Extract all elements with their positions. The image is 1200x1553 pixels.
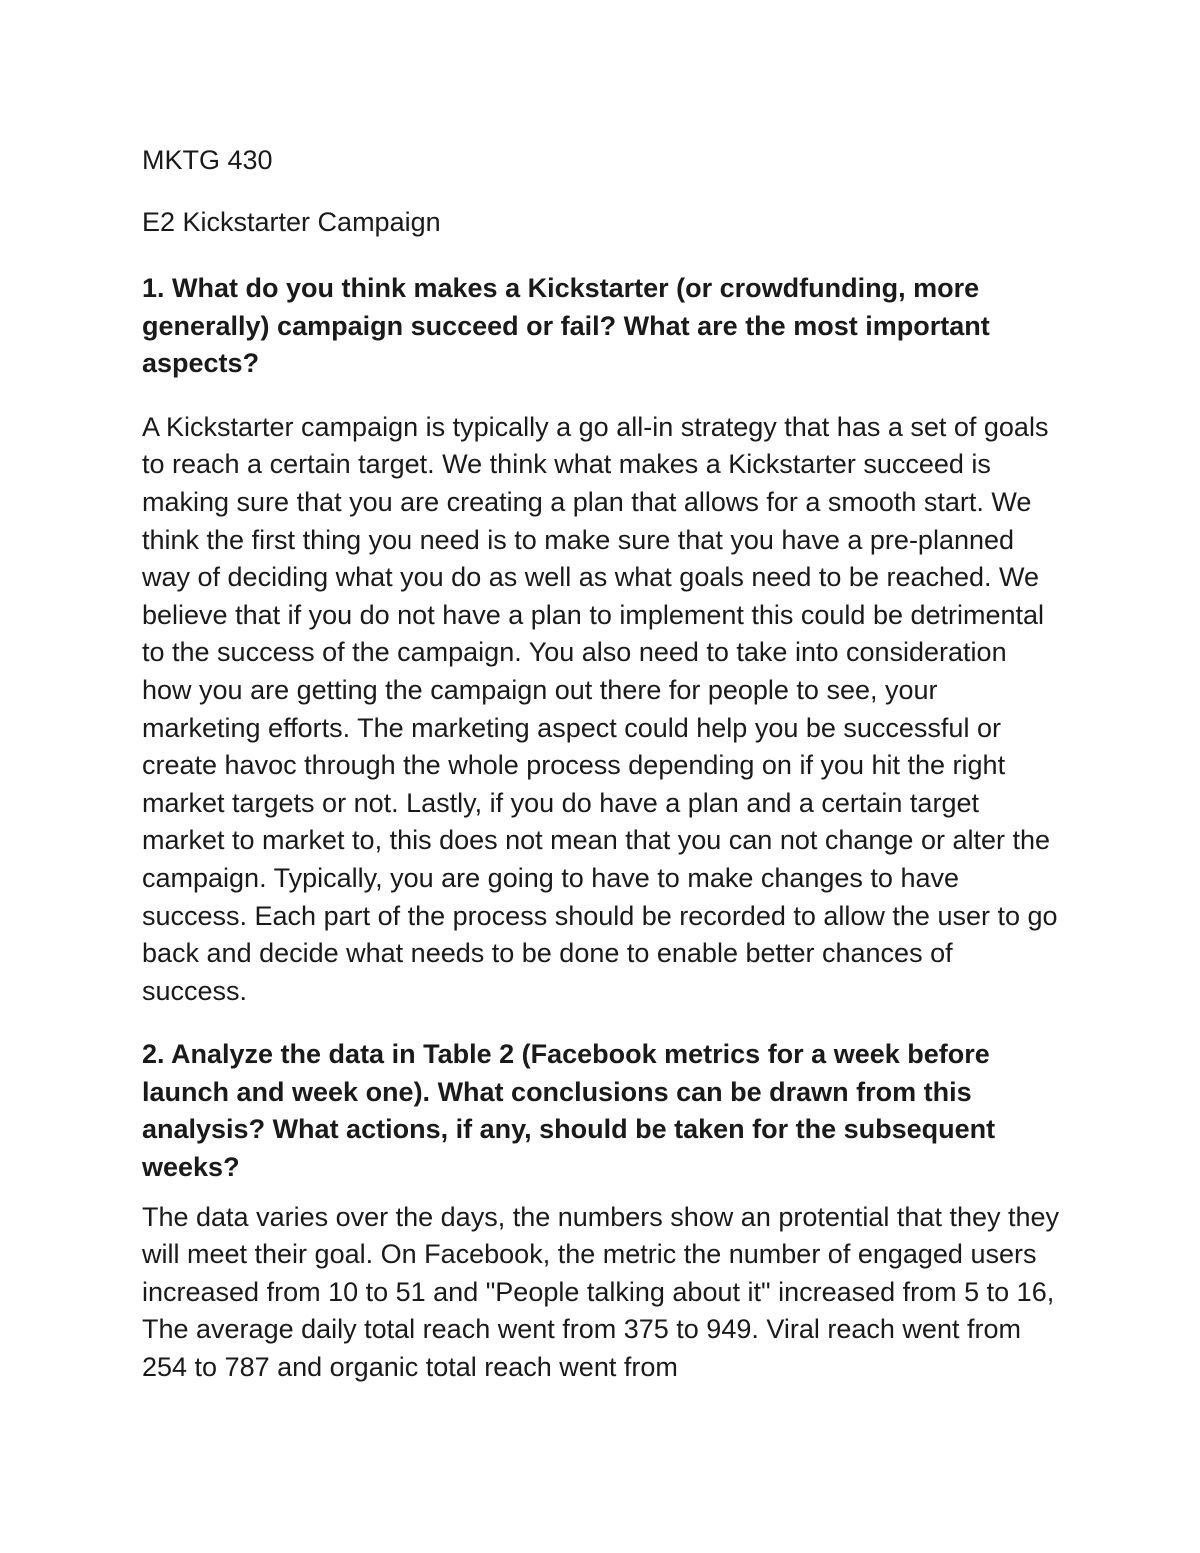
document-body [142, 142, 1062, 1387]
course-code: MKTG 430 [142, 145, 273, 175]
answer-2: The data varies over the days, the numbers show an protential that they they will meet their goal. On Facebook, the metric the number of engaged users increased from 10 to 51 and "People talking about it" increased from 5 to 16, The average daily total reach went from 375 to 949. Viral reach went from 254 to 787 and organic total reach went from [142, 1201, 1060, 1383]
question-2: 2. Analyze the data in Table 2 (Facebook metrics for a week before launch and week one). What conclusions can be drawn from this analysis? What actions, if any, should be taken for the subsequent weeks? [142, 1039, 996, 1183]
answer-1: A Kickstarter campaign is typically a go all-in strategy that has a set of goals to reach a certain target. We think what makes a Kickstarter succeed is making sure that you are creating a plan that allows for a smooth start. We think the first thing you need is to make sure that you have a pre-planned way of deciding what you do as well as what goals need to be reached. We believe that if you do not have a plan to implement this could be detrimental to the success of the campaign. You also need to take into consideration how you are getting the campaign out there for people to see, your marketing efforts. The marketing aspect could help you be successful or create havoc through the whole process depending on if you hit the right market targets or not. Lastly, if you do have a plan and a certain target market to market to, this does not mean that you can not change or alter the campaign. Typically, you are going to have to make changes to have success. Each part of the process should be recorded to allow the user to go back and decide what needs to be done to enable better chances of success. [142, 411, 1058, 1006]
assignment-title: E2 Kickstarter Campaign [142, 207, 441, 237]
question-1: 1. What do you think makes a Kickstarter (or crowdfunding, more generally) campaign succeed or fail? What are the most important aspects? [142, 273, 990, 379]
